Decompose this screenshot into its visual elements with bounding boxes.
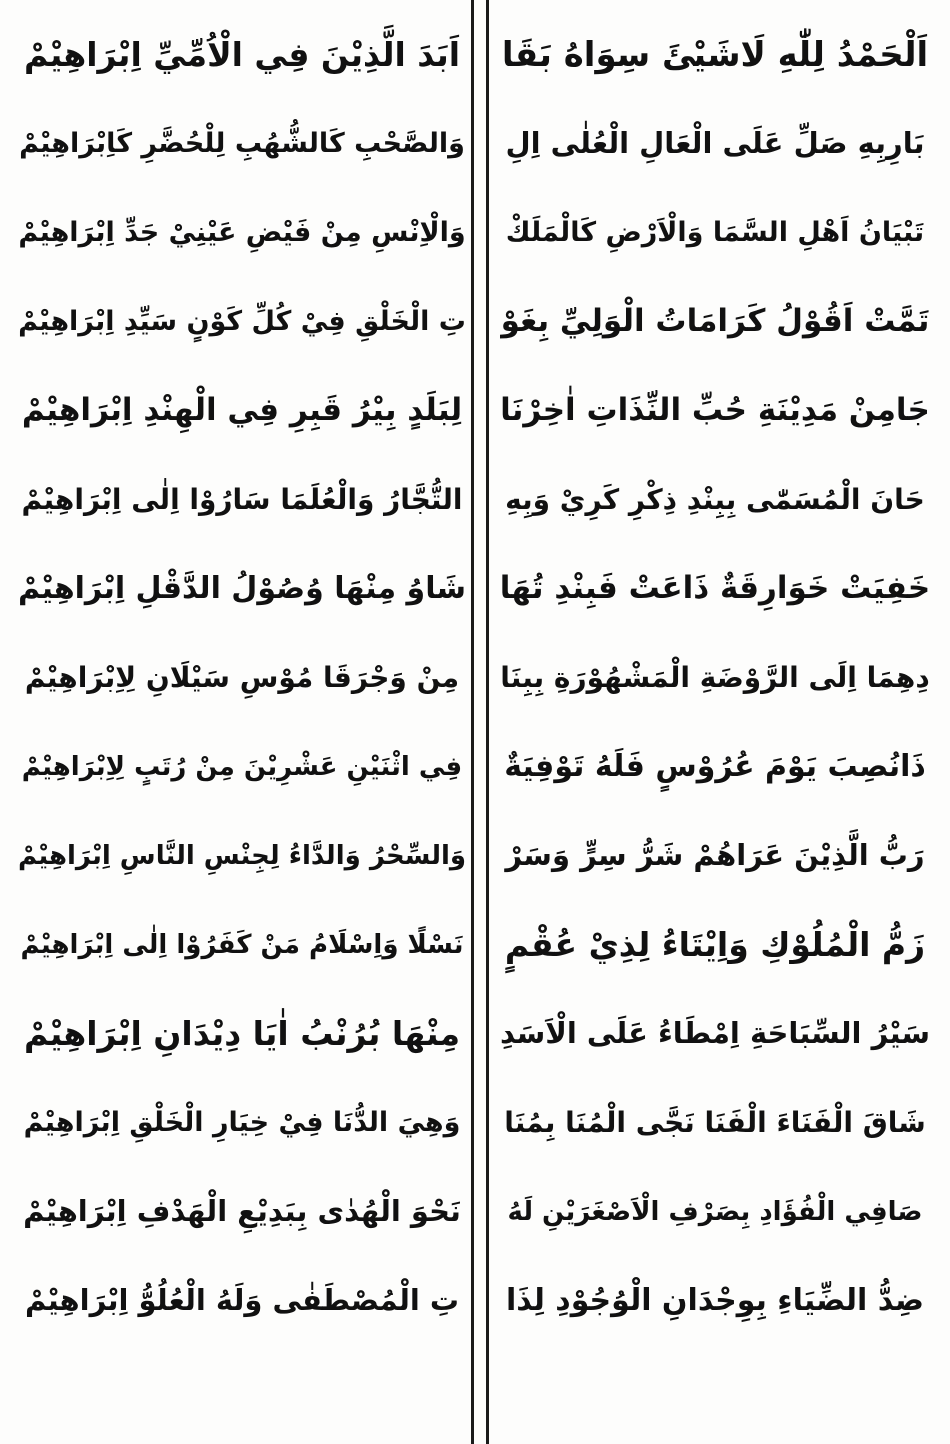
column-divider-left [471, 0, 474, 1444]
left-verse-4: تِ الْخَلْقِ فِيْ كُلِّ كَوْنٍ سَيِّدِ اِبْرَاهِيْمْ [18, 306, 466, 337]
left-verse-10: وَالسِّحْرُ وَالدَّاءُ لِجِنْسِ النَّاسِ اِبْرَاهِيْمْ [18, 840, 466, 871]
left-verse-1: اَبَدَ الَّذِيْنَ فِي الْاُمِّيِّ اِبْرَاهِيْمْ [23, 35, 461, 74]
left-verse-6: التُّجَّارُ وَالْعُلَمَا سَارُوْا اِلٰى اِبْرَاهِيْمْ [21, 482, 463, 516]
right-verse-5: جَامِنْ مَدِيْنَةِ حُبِّ النِّذَاتِ اٰخِرْنَا [500, 392, 930, 428]
right-verse-15: ضِدُّ الضِّيَاءِ بِوِجْدَانِ الْوُجُوْدِ لِذَا [505, 1282, 925, 1318]
left-verse-3: وَالْاِنْسِ مِنْ فَيْضِ عَيْنِيْ جَدِّ اِبْرَاهِيْمْ [18, 217, 466, 248]
right-verse-4: تَمَّتْ اَقُوْلُ كَرَامَاتُ الْوَلِيِّ بِغَوْ [500, 303, 930, 339]
left-verse-13: وَهِيَ الدُّنَا فِيْ خِيَارِ الْخَلْقِ اِبْرَاهِيْمْ [23, 1107, 461, 1138]
right-column [500, 10, 930, 1430]
left-verse-2: وَالصَّحْبِ كَالشُّهُبِ لِلْحُضَّرِ كَاِبْرَاهِيْمْ [19, 128, 465, 159]
right-verse-12: سَيْرُ السِّبَاحَةِ اِمْطَاءُ عَلَى الْاَسَدِ [500, 1016, 930, 1050]
column-divider-right [486, 0, 489, 1444]
right-verse-14: صَافِي الْفُؤَادِ بِصَرْفِ الْاَصْغَرَيْنِ لَهُ [507, 1196, 923, 1227]
right-verse-8: دِهِمَا اِلَى الرَّوْضَةِ الْمَشْهُوْرَةِ بِبِنَا [500, 660, 930, 694]
left-verse-12: مِنْهَا بُرُنْبُ اٰيَا دِيْدَانِ اِبْرَاهِيْمْ [24, 1014, 461, 1053]
left-verse-14: نَحْوَ الْهُدٰى بِبَدِيْعِ الْهَدْفِ اِبْرَاهِيْمْ [23, 1194, 461, 1228]
right-verse-6: حَانَ الْمُسَمّٰى بِبِنْدِ ذِكْرِ كَرِيْ وَبِهِ [505, 482, 925, 516]
right-verse-7: خَفِيَتْ خَوَارِقَةٌ ذَاعَتْ فَبِنْدِ تُهَا [500, 570, 930, 606]
right-verse-9: ذَانُصِبَ يَوْمَ عُرُوْسٍ فَلَهُ تَوْفِيَةٌ [504, 748, 926, 784]
left-verse-8: مِنْ وَجْرَقَا مُوْسِ سَيْلَانِ لِاِبْرَاهِيْمْ [24, 660, 460, 694]
left-verse-9: فِي اثْنَيْنِ عَشْرِيْنَ مِنْ رُتَبٍ لِاِبْرَاهِيْمْ [21, 751, 463, 782]
right-verse-1: اَلْحَمْدُ لِلّٰهِ لَاشَيْئَ سِوَاهُ بَقَا [501, 34, 929, 75]
right-verse-10: رَبُّ الَّذِيْنَ عَرَاهُمْ شَرُّ سِرٍّ وَسَرْ [505, 838, 925, 872]
left-column [18, 10, 466, 1430]
right-verse-13: شَاقَ الْفَنَاءَ الْفَنَا نَجَّى الْمُنَا بِمُنَا [504, 1105, 926, 1139]
left-verse-11: نَسْلًا وَاِسْلَامُ مَنْ كَفَرُوْا اِلٰى اِبْرَاهِيْمْ [20, 929, 464, 960]
right-verse-11: زَمُّ الْمُلُوْكِ وَاِيْتَاءُ لِذِيْ عُقْمٍ [504, 925, 926, 964]
right-verse-3: تَبْيَانُ اَهْلِ السَّمَا وَالْاَرْضِ كَالْمَلَكْ [505, 217, 925, 248]
left-verse-7: شَاوُ مِنْهَا وُصُوْلُ الدَّقْلِ اِبْرَاهِيْمْ [18, 570, 466, 606]
left-verse-15: تِ الْمُصْطَفٰى وَلَهُ الْعُلُوُّ اِبْرَاهِيْمْ [24, 1283, 460, 1317]
right-verse-2: بَارِبِهِ صَلِّ عَلَى الْعَالِ الْعُلٰى اِلِ [505, 126, 925, 160]
left-verse-5: لِبَلَدٍ بِيْرُ قَبِرِ فِي الْهِنْدِ اِبْرَاهِيْمْ [21, 392, 463, 428]
